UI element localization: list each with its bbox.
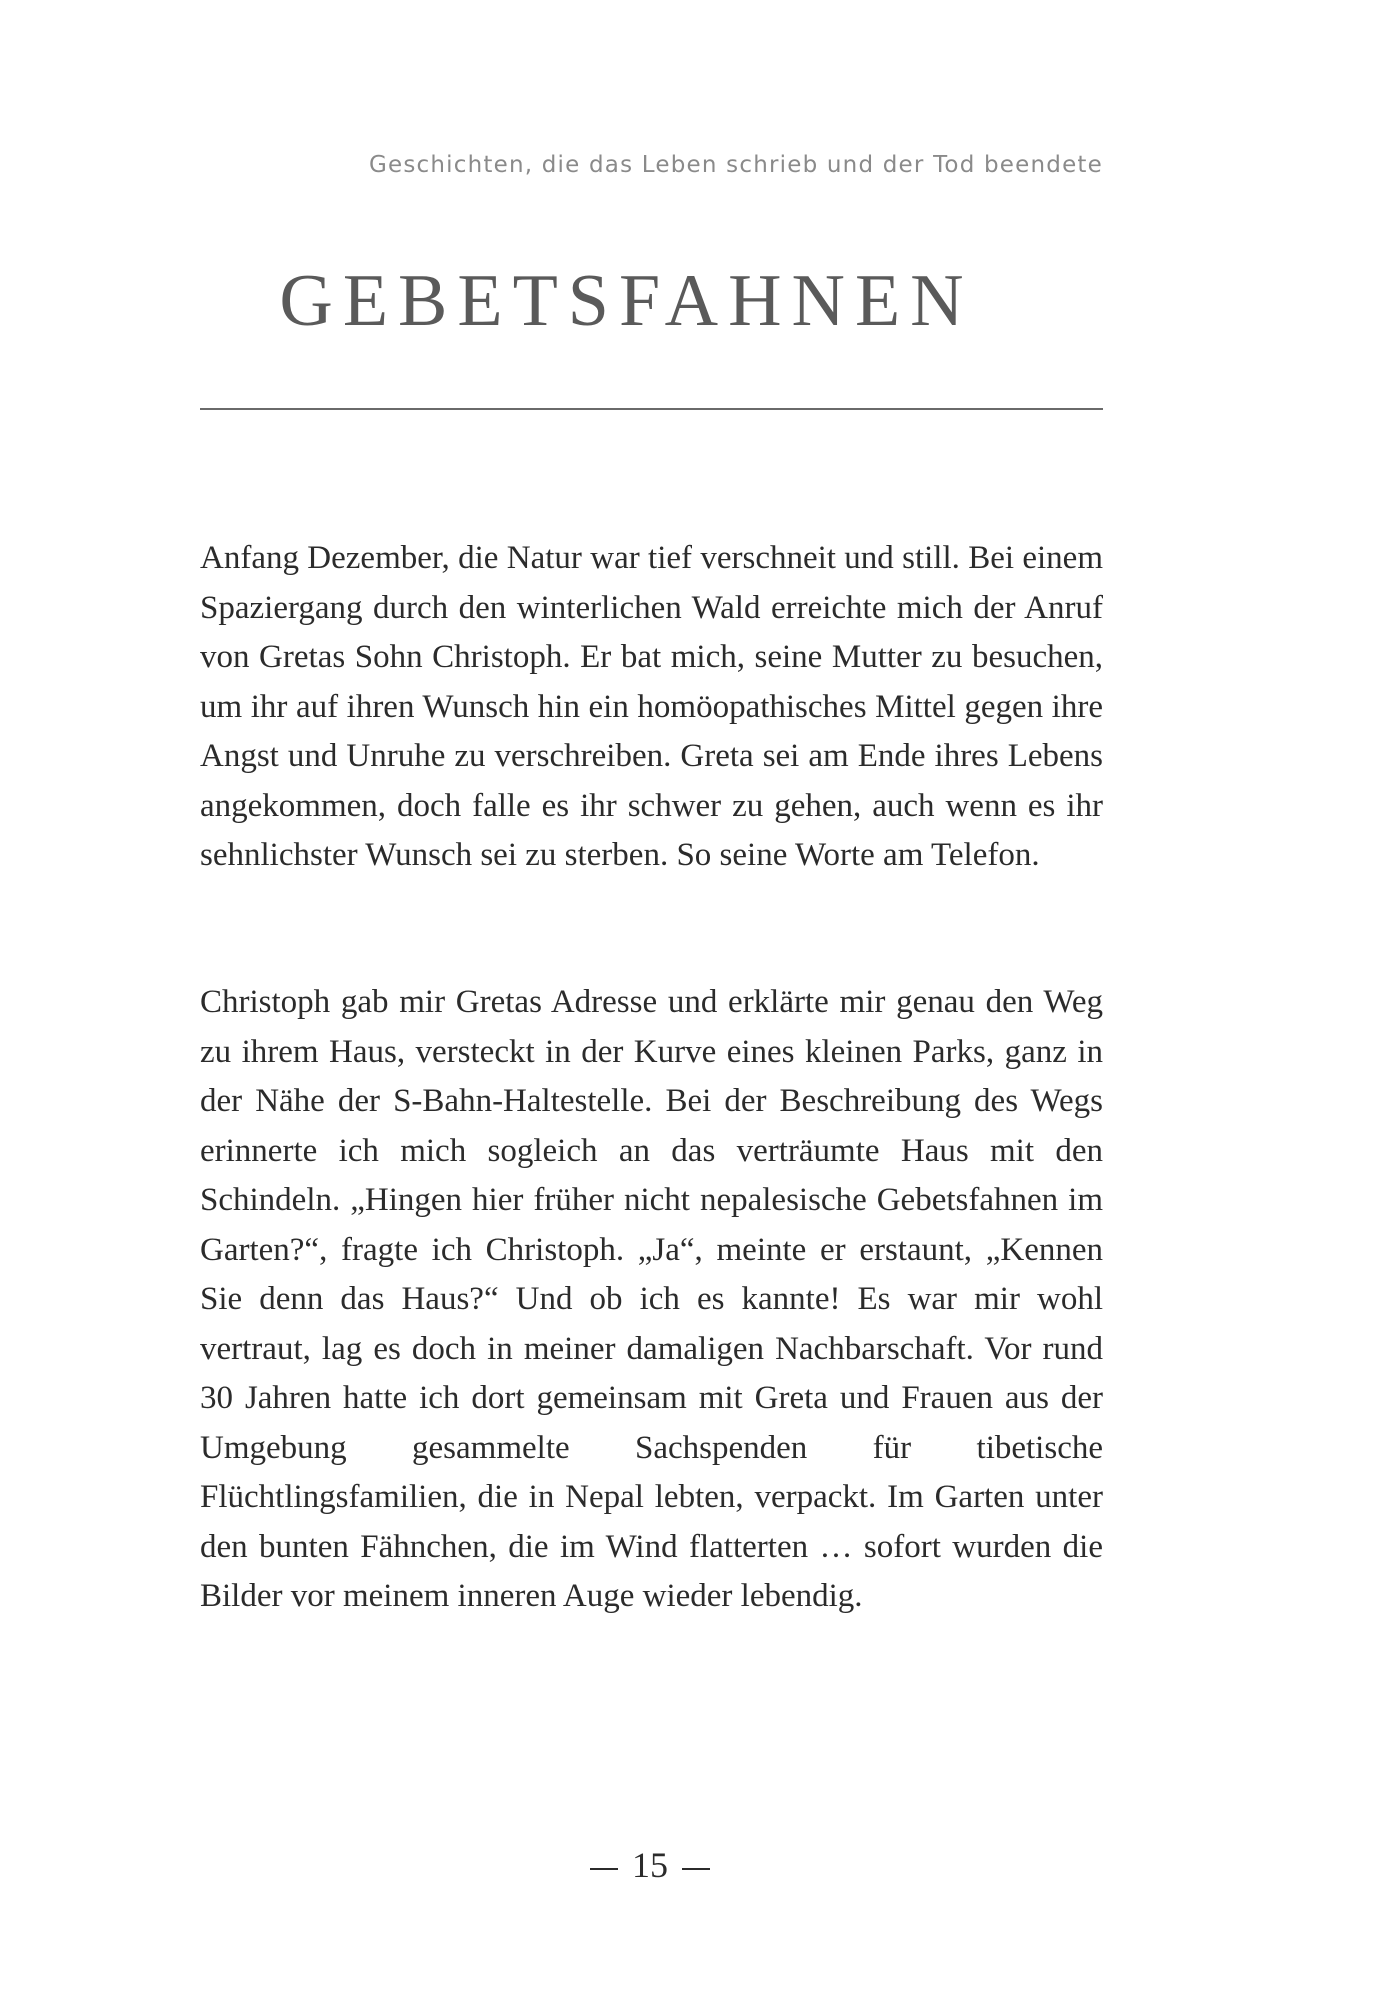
running-header: Geschichten, die das Leben schrieb und der Tod beendete bbox=[368, 152, 1103, 178]
page-number: 15 bbox=[632, 1845, 668, 1885]
page-number-footer bbox=[0, 1843, 1300, 1887]
chapter-title: GEBETSFAHNEN bbox=[279, 260, 974, 342]
page-number-dash-left bbox=[590, 1868, 618, 1870]
body-paragraph-1-container bbox=[200, 534, 1103, 881]
title-divider bbox=[200, 408, 1103, 410]
body-paragraph-2-container bbox=[200, 978, 1103, 1622]
body-paragraph: Christoph gab mir Gretas Adresse und erklärte mir genau den Weg zu ihrem Haus, versteckt in der Kurve eines kleinen Parks, ganz in der Nähe der S-Bahn-Haltestelle. Bei der Beschreibung des Wegs erinnerte ich mich sogleich an das verträumte Haus mit den Schindeln. „Hingen hier früher nicht nepalesische Gebetsfahnen im Garten?“, fragte ich Christoph. „Ja“, meinte er erstaunt, „Kennen Sie denn das Haus?“ Und ob ich es kannte! Es war mir wohl vertraut, lag es doch in meiner damaligen Nachbarschaft. Vor rund 30 Jahren hatte ich dort gemeinsam mit Greta und Frauen aus der Umgebung gesammelte Sachspenden für tibetische Flüchtlingsfamilien, die in Nepal lebten, verpackt. Im Garten unter den bunten Fähnchen, die im Wind flatterten … sofort wurden die Bilder vor meinem inneren Auge wieder lebendig. bbox=[200, 984, 1103, 1614]
page-number-dash-right bbox=[682, 1868, 710, 1870]
body-paragraph: Anfang Dezember, die Natur war tief verschneit und still. Bei einem Spaziergang durch den winterlichen Wald erreichte mich der Anruf von Gretas Sohn Christoph. Er bat mich, seine Mutter zu besuchen, um ihr auf ihren Wunsch hin ein homöopathisches Mittel gegen ihre Angst und Unruhe zu verschreiben. Greta sei am Ende ihres Lebens angekommen, doch falle es ihr schwer zu gehen, auch wenn es ihr sehnlichster Wunsch sei zu sterben. So seine Worte am Telefon. bbox=[200, 540, 1103, 873]
